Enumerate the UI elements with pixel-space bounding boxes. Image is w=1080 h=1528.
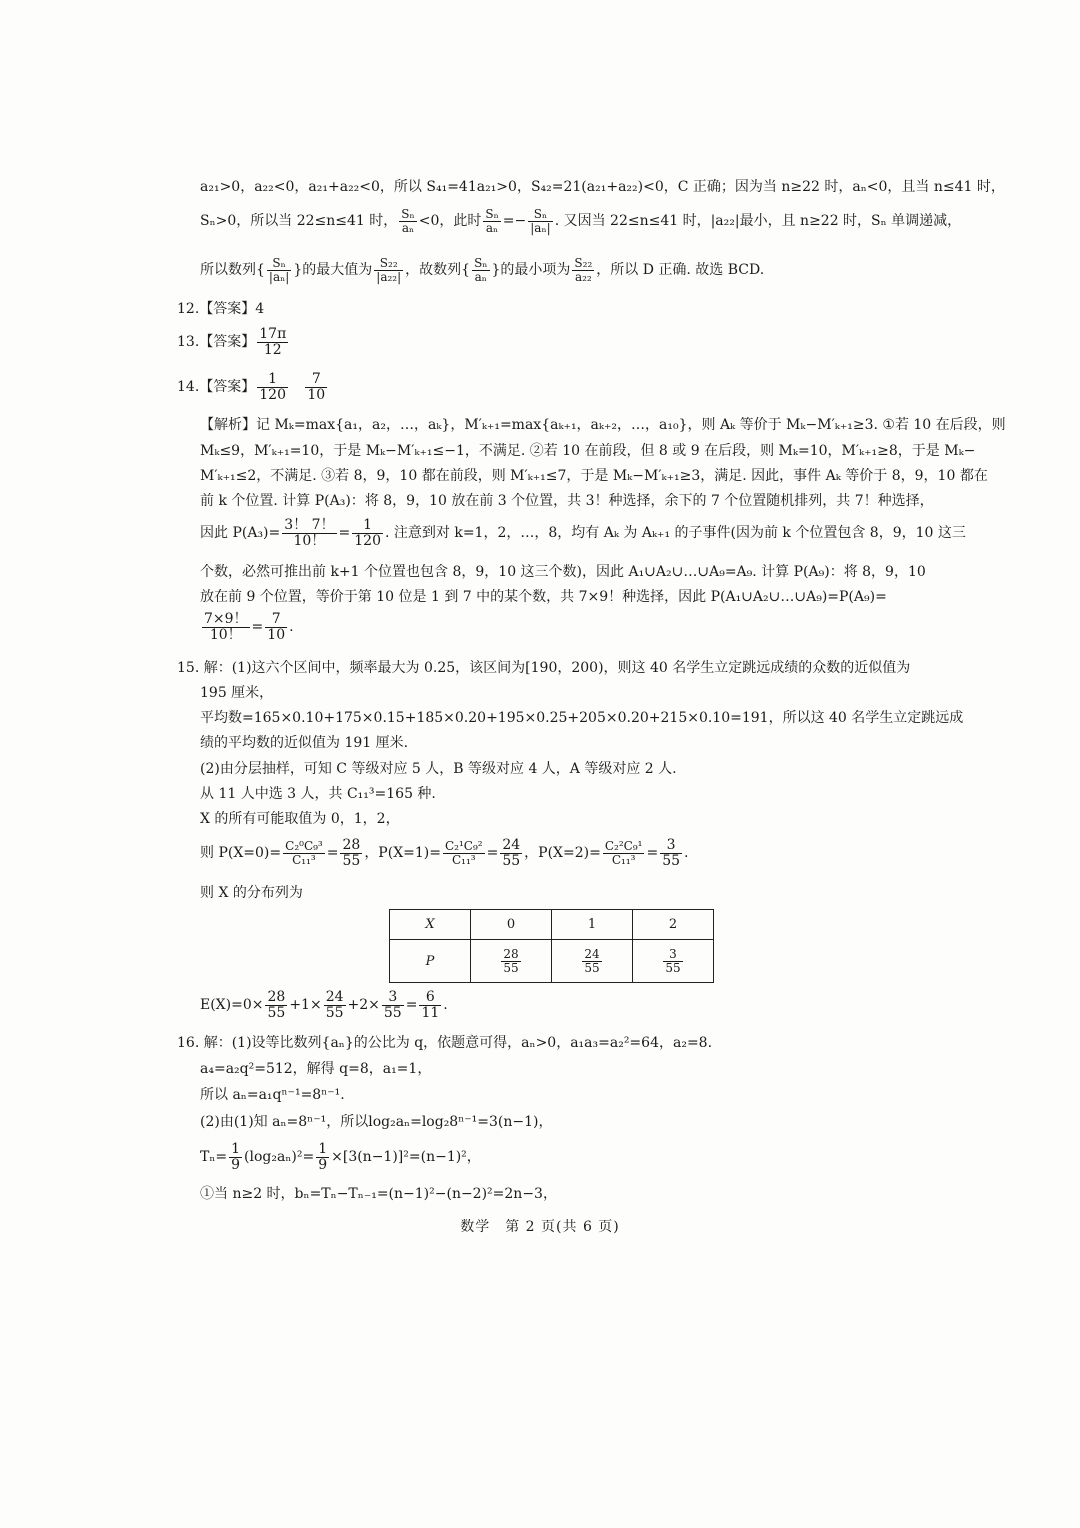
explanation-line: 【解析】记 Mₖ=max{a₁，a₂，…，aₖ}，M′ₖ₊₁=max{aₖ₊₁，aₖ₊₂，…，a₁₀}，则 Aₖ 等价于 Mₖ−M′ₖ₊₁≥3. ①若 10 在后段，则 (200, 417, 1006, 433)
text-line: 则 X 的分布列为 (200, 885, 303, 901)
text-line: 绩的平均数的近似值为 191 厘米. (200, 735, 409, 751)
explanation-line: 放在前 9 个位置，等价于第 10 位是 1 到 7 中的某个数，共 7×9！种选择，因此 P(A₁∪A₂∪…∪A₉)=P(A₉)= (200, 589, 887, 605)
explanation-line: M′ₖ₊₁≤2，不满足. ③若 8，9，10 都在前段，则 M′ₖ₊₁≤7，于是 Mₖ−M′ₖ₊₁≥3，满足. 因此，事件 Aₖ 等价于 8，9，10 都在 (200, 468, 988, 484)
text-line: 所以数列{ $\frac{\text{Sₙ}}{\text{|aₙ|}}$ }的最大值为 $\frac{\text{S₂₂}}{\text{|a₂₂|}}$ ，故数列{ $\frac{\text{Sₙ}}{\text{aₙ}}$ }的最小项为 $\frac{\text{S₂₂}}{\text{a₂₂}}$ ，所以 D 正确. 故选 BCD. (200, 256, 765, 284)
text-line: a₄=a₂q²=512，解得 q=8，a₁=1， (200, 1061, 432, 1077)
solution-16: 16. 解：(1)设等比数列{aₙ}的公比为 q，依题意可得，aₙ>0，a₁a₃=a₂²=64，a₂=8. (177, 1035, 713, 1051)
table-cell: 0 (471, 910, 552, 940)
text-line: 所以 aₙ=a₁qⁿ⁻¹=8ⁿ⁻¹. (200, 1087, 345, 1103)
text-line: a₂₁>0，a₂₂<0，a₂₁+a₂₂<0，所以 S₄₁=41a₂₁>0，S₄₂=21(a₂₁+a₂₂)<0，C 正确；因为当 n≥22 时，aₙ<0，且当 n≤41 时， (200, 179, 1005, 195)
distribution-table (389, 909, 714, 983)
solution-15: 15. 解：(1)这六个区间中，频率最大为 0.25，该区间为[190，200)，则这 40 名学生立定跳远成绩的众数的近似值为 (177, 660, 911, 676)
text-line: (2)由分层抽样，可知 C 等级对应 5 人，B 等级对应 4 人，A 等级对应 2 人. (200, 761, 677, 777)
text-line: ①当 n≥2 时，bₙ=Tₙ−Tₙ₋₁=(n−1)²−(n−2)²=2n−3， (200, 1186, 557, 1202)
explanation-line: $\frac{7\times 9!}{10!}$ = $\frac{7}{10}$ . (204, 611, 294, 643)
answer-14: 14.【答案】 $\frac{1}{120}$ $\frac{7}{10}$ (177, 371, 326, 403)
table-cell: $\frac{24}{55}$ (552, 940, 633, 983)
table-cell: 2 (633, 910, 714, 940)
text-line: (2)由(1)知 aₙ=8ⁿ⁻¹，所以log₂aₙ=log₂8ⁿ⁻¹=3(n−1)， (200, 1114, 553, 1130)
table-cell: 1 (552, 910, 633, 940)
explanation-line: Mₖ≤9，M′ₖ₊₁=10，于是 Mₖ−M′ₖ₊₁≤−1，不满足. ②若 10 在前段，但 8 或 9 在后段，则 Mₖ=10，M′ₖ₊₁≥8，于是 Mₖ− (200, 443, 976, 459)
table-cell: X (390, 910, 471, 940)
explanation-line: 前 k 个位置. 计算 P(A₃)：将 8，9，10 放在前 3 个位置，共 3！种选择，余下的 7 个位置随机排列，共 7！种选择， (200, 493, 934, 509)
page-footer: 数学 第 2 页(共 6 页) (460, 1219, 620, 1235)
table-row (390, 940, 714, 983)
text-line: 从 11 人中选 3 人，共 C₁₁³=165 种. (200, 786, 436, 802)
text-line: Sₙ>0，所以当 22≤n≤41 时， $\frac{\text{Sₙ}}{\text{aₙ}}$ <0，此时 $\frac{\text{Sₙ}}{\text{aₙ}}$ =− $\frac{\text{Sₙ}}{\text{|aₙ|}}$ . 又因当 22≤n≤41 时，|a₂₂|最小，且 n≥22 时，Sₙ 单调递减， (200, 207, 962, 235)
table-cell: $\frac{3}{55}$ (633, 940, 714, 983)
text-line: 195 厘米， (200, 685, 274, 701)
table-row (390, 910, 714, 940)
explanation-line: 因此 P(A₃)= $\frac{3! 7!}{10!}$ = $\frac{1}{120}$ . 注意到对 k=1，2，…，8，均有 Aₖ 为 Aₖ₊₁ 的子事件(因为前 k 个位置包含 8，9，10 这三 (200, 517, 966, 549)
text-line: Tₙ= $\frac{1}{9}$ (log₂aₙ)²= $\frac{1}{9}$ ×[3(n−1)]²=(n−1)²， (200, 1141, 481, 1173)
table-cell: $\frac{28}{55}$ (471, 940, 552, 983)
table-cell: P (390, 940, 471, 983)
answer-13: 13.【答案】 $\frac{17\pi}{12}$ (177, 326, 287, 358)
answer-12: 12.【答案】4 (177, 301, 265, 317)
text-line: 平均数=165×0.10+175×0.15+185×0.20+195×0.25+205×0.20+215×0.10=191，所以这 40 名学生立定跳远成 (200, 710, 964, 726)
text-line: X 的所有可能取值为 0，1，2， (200, 811, 400, 827)
probability-line: 则 P(X=0)= $\frac{\text{C₂⁰C₉³}}{\text{C₁₁³}}$ = $\frac{28}{55}$ ，P(X=1)= $\frac{\text{C₂¹C₉²}}{\text{C₁₁³}}$ = $\frac{24}{55}$ ，P(X=2)= $\frac{\text{C₂²C₉¹}}{\text{C₁₁³}}$ = $\frac{3}{55}$ . (200, 837, 689, 869)
explanation-line: 个数，必然可推出前 k+1 个位置也包含 8，9，10 这三个数)，因此 A₁∪A₂∪…∪A₉=A₉. 计算 P(A₉)：将 8，9，10 (200, 564, 926, 580)
expectation-line: E(X)=0× $\frac{28}{55}$ +1× $\frac{24}{55}$ +2× $\frac{3}{55}$ = $\frac{6}{11}$ . (200, 989, 448, 1021)
